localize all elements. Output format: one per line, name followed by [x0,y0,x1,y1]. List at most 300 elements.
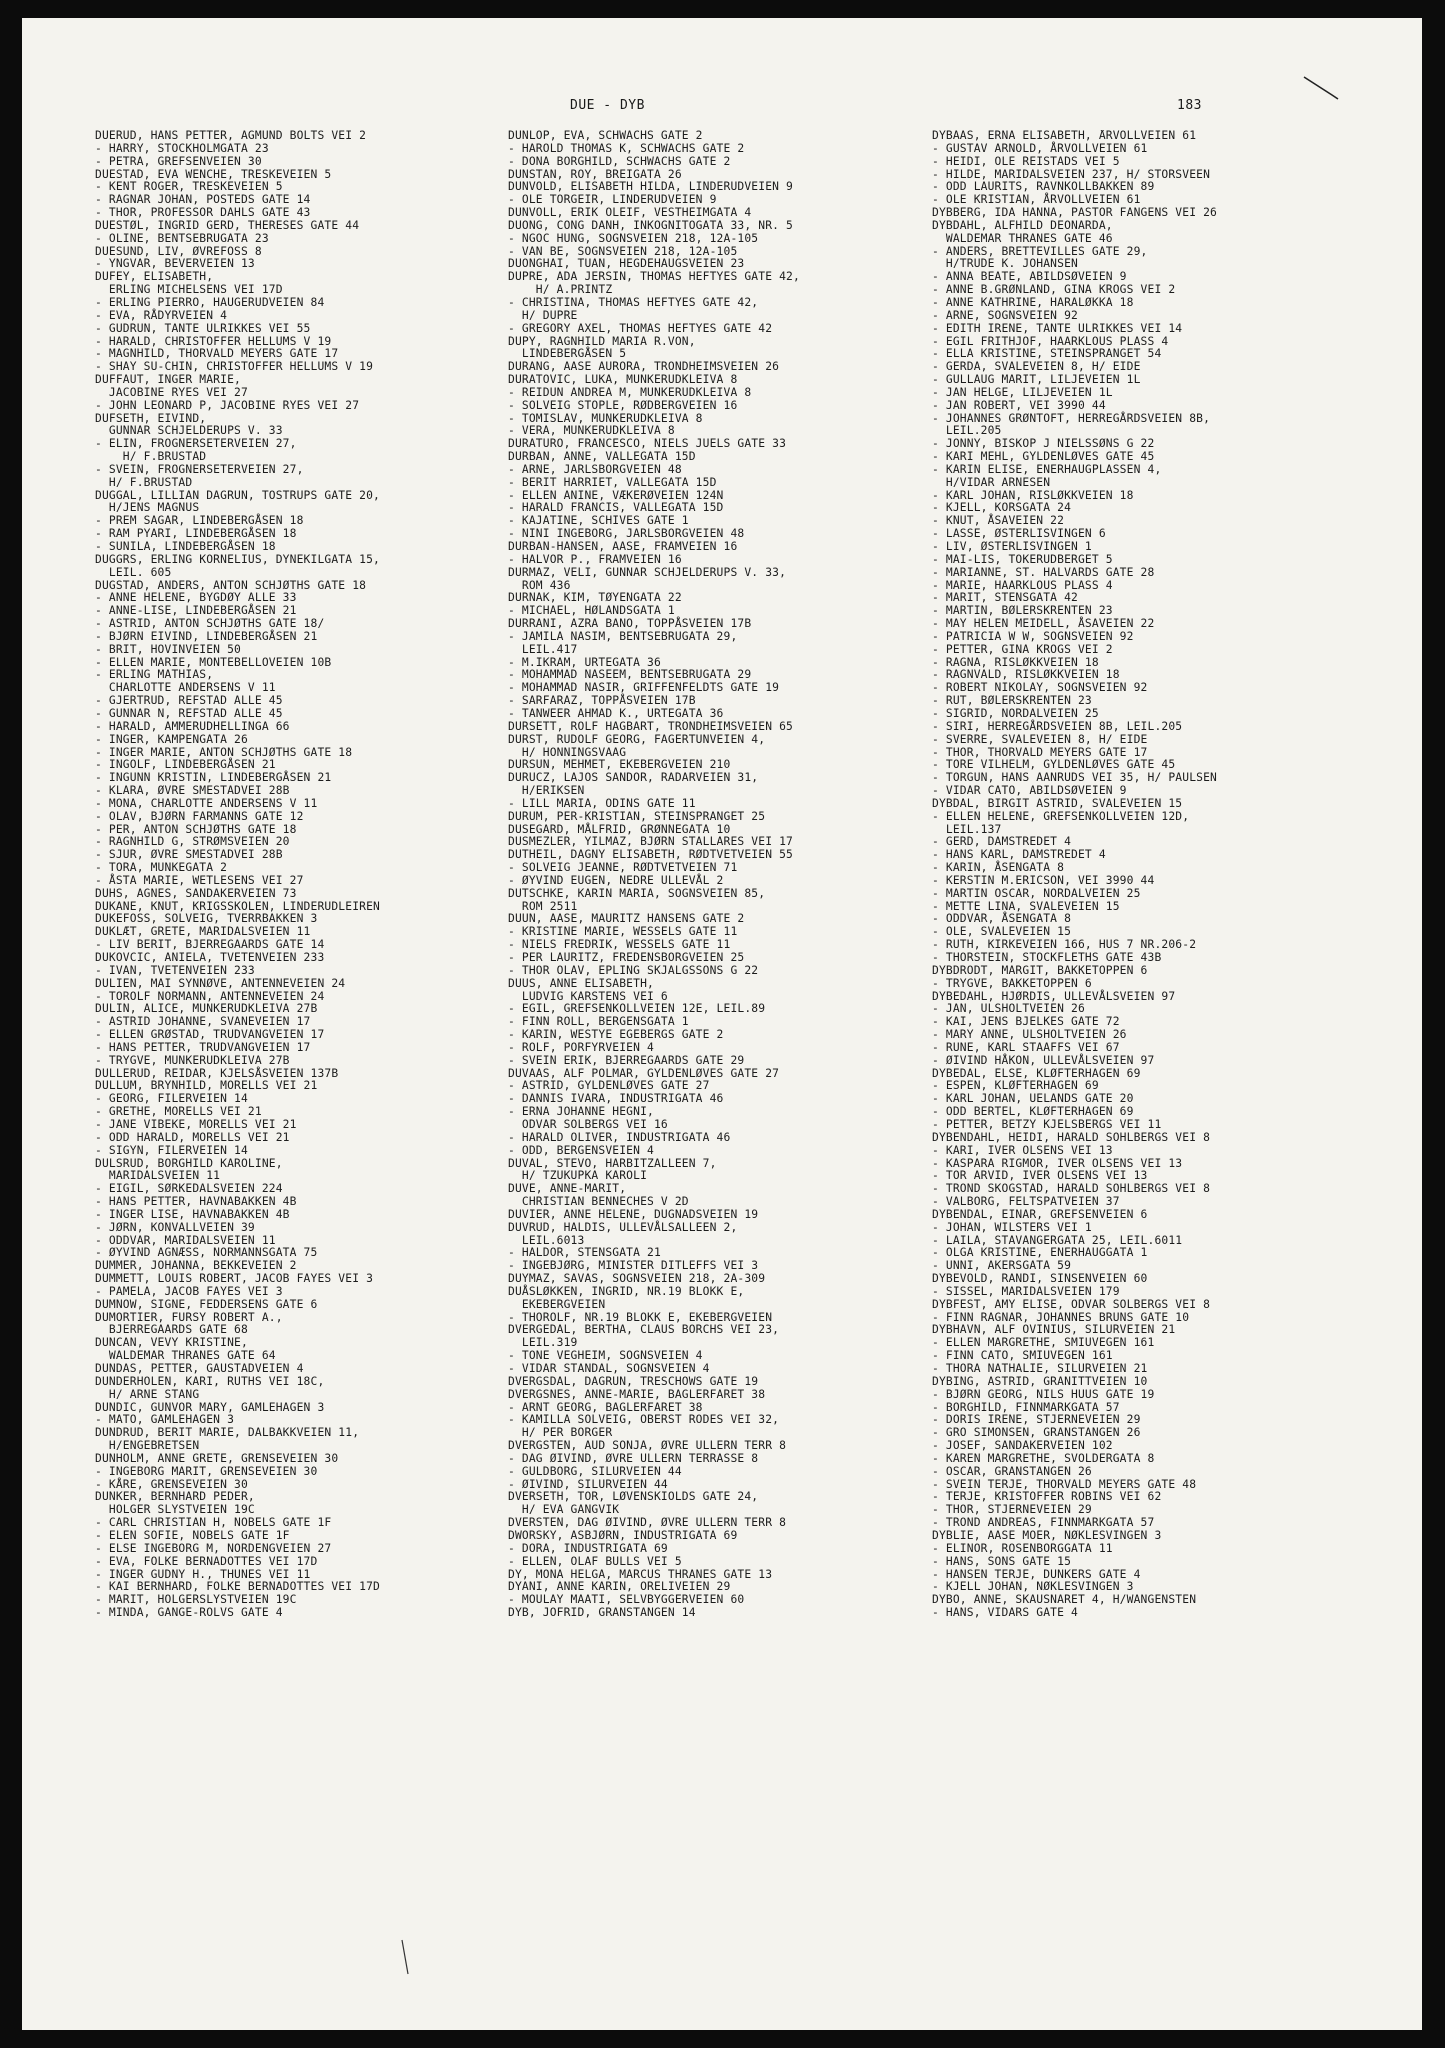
listing-entry: - HANS KARL, DAMSTREDET 4 [932,848,1106,862]
listing-entry: - ERNA JOHANNE HEGNI, [508,1105,654,1119]
listing-entry: DVERGEDAL, BERTHA, CLAUS BORCHS VEI 23, [508,1323,780,1337]
listing-entry: DYANI, ANNE KARIN, ORELIVEIEN 29 [508,1580,731,1594]
listing-entry: - MAY HELEN MEIDELL, ÅSAVEIEN 22 [932,617,1155,631]
listing-entry: - ØYVIND EUGEN, NEDRE ULLEVÅL 2 [508,873,724,887]
listing-entry: - KARIN, WESTYE EGEBERGS GATE 2 [508,1028,724,1042]
listing-entry: - THOR, THORVALD MEYERS GATE 17 [932,745,1148,759]
listing-entry: - FINN RAGNAR, JOHANNES BRUNS GATE 10 [932,1310,1190,1324]
listing-entry: - KASPARA RIGMOR, IVER OLSENS VEI 13 [932,1156,1183,1170]
listing-entry: DY, MONA HELGA, MARCUS THRANES GATE 13 [508,1567,773,1581]
listing-entry: - OLE KRISTIAN, ÅRVOLLVEIEN 61 [932,193,1141,207]
listing-entry: - ROLF, PORFYRVEIEN 4 [508,1040,654,1054]
listing-entry: - KAI BERNHARD, FOLKE BERNADOTTES VEI 17D [95,1580,381,1594]
listing-entry: - VIDAR STANDAL, SOGNSVEIEN 4 [508,1362,710,1375]
listing-entry: - ELSE INGEBORG M, NORDENGVEIEN 27 [95,1541,332,1555]
listing-entry: LEIL.417 [508,642,578,656]
listing-entry: DYBO, ANNE, SKAUSNARET 4, H/WANGENSTEN [932,1593,1197,1607]
listing-entry: - OLINE, BENTSEBRUGATA 23 [95,231,269,245]
listing-entry: - KAMILLA SOLVEIG, OBERST RODES VEI 32, [508,1413,780,1427]
listing-entry: - ANNE-LISE, LINDEBERGÅSEN 21 [95,604,297,618]
listing-entry: DUNKER, BERNHARD PEDER, [95,1490,255,1504]
listing-entry: - TORA, MUNKEGATA 2 [95,861,228,875]
listing-entry: H/ F.BRUSTAD [95,475,193,489]
listing-entry: DUMMER, JOHANNA, BEKKEVEIEN 2 [95,1259,297,1273]
listing-entry: - OSCAR, GRANSTANGEN 26 [932,1464,1092,1478]
listing-entry: H/ DUPRE [508,308,578,322]
listing-entry: - HARALD OLIVER, INDUSTRIGATA 46 [508,1130,731,1144]
listing-entry: DURNAK, KIM, TØYENGATA 22 [508,591,682,605]
listing-entry: - GREGORY AXEL, THOMAS HEFTYES GATE 42 [508,321,773,335]
listing-entry: - ÅSTA MARIE, WETLESENS VEI 27 [95,873,304,887]
listing-entry: DUFEY, ELISABETH, [95,270,214,284]
listing-entry: - LIV BERIT, BJERREGAARDS GATE 14 [95,938,325,952]
listing-entry: ERLING MICHELSENS VEI 17D [95,283,283,297]
listing-entry: - MARIE, HAARKLOUS PLASS 4 [932,578,1113,592]
listing-entry: - RAGNAR JOHAN, POSTEDS GATE 14 [95,193,311,207]
listing-entry: - LIV, ØSTERLISVINGEN 1 [932,540,1092,553]
listing-entry: - KJELL JOHAN, NØKLESVINGEN 3 [932,1580,1134,1594]
listing-entry: DUTHEIL, DAGNY ELISABETH, RØDTVETVEIEN 55 [508,848,794,862]
listing-column-3 [932,130,1412,1620]
listing-entry: DULIEN, MAI SYNNØVE, ANTENNEVEIEN 24 [95,976,346,990]
listing-entry: - HANSEN TERJE, DUNKERS GATE 4 [932,1567,1141,1581]
listing-entry: - MATO, GAMLEHAGEN 3 [95,1413,235,1427]
listing-entry: - GERD, DAMSTREDET 4 [932,835,1072,849]
listing-entry: DUESTAD, EVA WENCHE, TRESKEVEIEN 5 [95,167,332,181]
listing-entry: - PER LAURITZ, FREDENSBORGVEIEN 25 [508,951,745,964]
listing-entry: DUNVOLD, ELISABETH HILDA, LINDERUDVEIEN 9 [508,180,794,194]
listing-entry: - ELLEN MARGRETHE, SMIUVEGEN 161 [932,1336,1155,1350]
listing-entry: - DANNIS IVARA, INDUSTRIGATA 46 [508,1092,724,1106]
listing-entry: DUVAAS, ALF POLMAR, GYLDENLØVES GATE 27 [508,1066,780,1080]
listing-entry: - GUDRUN, TANTE ULRIKKES VEI 55 [95,321,311,335]
listing-entry: - ELLEN, OLAF BULLS VEI 5 [508,1554,682,1568]
listing-entry: - HAROLD THOMAS K, SCHWACHS GATE 2 [508,141,745,155]
listing-entry: - TORE VILHELM, GYLDENLØVES GATE 45 [932,758,1176,772]
listing-entry: - ESPEN, KLØFTERHAGEN 69 [932,1079,1099,1093]
listing-entry: - MICHAEL, HØLANDSGATA 1 [508,604,675,618]
listing-entry: - RAM PYARI, LINDEBERGÅSEN 18 [95,527,297,541]
listing-entry: - EDITH IRENE, TANTE ULRIKKES VEI 14 [932,321,1183,335]
listing-entry: - TONE VEGHEIM, SOGNSVEIEN 4 [508,1349,703,1363]
listing-entry: DURST, RUDOLF GEORG, FAGERTUNVEIEN 4, [508,732,766,746]
listing-entry: DURUCZ, LAJOS SANDOR, RADARVEIEN 31, [508,771,759,785]
listing-entry: - RAGNHILD G, STRØMSVEIEN 20 [95,835,290,849]
listing-entry: - METTE LINA, SVALEVEIEN 15 [932,899,1120,913]
listing-entry: - TRYGVE, BAKKETOPPEN 6 [932,976,1092,990]
listing-entry: H/ TZUKUPKA KAROLI [508,1169,648,1183]
listing-entry: - BRIT, HOVINVEIEN 50 [95,642,241,656]
listing-entry: DYBDRODT, MARGIT, BAKKETOPPEN 6 [932,963,1148,977]
listing-entry: - MARY ANNE, ULSHOLTVEIEN 26 [932,1028,1127,1042]
listing-entry: DUVIER, ANNE HELENE, DUGNADSVEIEN 19 [508,1207,759,1221]
listing-entry: - INGEBJØRG, MINISTER DITLEFFS VEI 3 [508,1259,759,1273]
listing-entry: DULLERUD, REIDAR, KJELSÅSVEIEN 137B [95,1066,339,1080]
listing-entry: - SARFARAZ, TOPPÅSVEIEN 17B [508,694,696,708]
listing-entry: - TRYGVE, MUNKERUDKLEIVA 27B [95,1053,290,1067]
listing-entry: DYBENDAL, EINAR, GREFSENVEIEN 6 [932,1207,1148,1221]
page-header [22,98,1422,118]
listing-entry: - REIDUN ANDREA M, MUNKERUDKLEIVA 8 [508,385,752,399]
listing-entry: H/ HONNINGSVAAG [508,745,627,759]
listing-entry: - MAI-LIS, TOKERUDBERGET 5 [932,552,1113,566]
listing-entry: DURSUN, MEHMET, EKEBERGVEIEN 210 [508,758,731,772]
listing-entry: - SJUR, ØVRE SMESTADVEI 28B [95,848,283,862]
listing-entry: - NIELS FREDRIK, WESSELS GATE 11 [508,938,731,952]
listing-entry: - ARNE, SOGNSVEIEN 92 [932,308,1078,322]
listing-entry: - JOHN LEONARD P, JACOBINE RYES VEI 27 [95,398,360,412]
listing-entry: DUMNOW, SIGNE, FEDDERSENS GATE 6 [95,1297,318,1311]
listing-entry: DULSRUD, BORGHILD KAROLINE, [95,1156,283,1170]
listing-entry: DUSEGARD, MÅLFRID, GRØNNEGATA 10 [508,822,731,836]
listing-entry: DUPY, RAGNHILD MARIA R.VON, [508,334,696,348]
listing-entry: DUNLOP, EVA, SCHWACHS GATE 2 [508,130,703,142]
listing-entry: - TOMISLAV, MUNKERUDKLEIVA 8 [508,411,703,425]
listing-entry: - ANNA BEATE, ABILDSØVEIEN 9 [932,270,1127,284]
listing-entry: - ØYVIND AGNÆSS, NORMANNSGATA 75 [95,1246,318,1260]
listing-entry: - VAN BE, SOGNSVEIEN 218, 12A-105 [508,244,738,258]
listing-entry: DYB, JOFRID, GRANSTANGEN 14 [508,1606,696,1620]
listing-entry: DURBAN-HANSEN, AASE, FRAMVEIEN 16 [508,540,738,553]
listing-entry: - TOROLF NORMANN, ANTENNEVEIEN 24 [95,989,325,1003]
listing-entry: - ODDVAR, ÅSENGATA 8 [932,912,1072,926]
listing-entry: - MOHAMMAD NASIR, GRIFFENFELDTS GATE 19 [508,681,780,695]
listing-entry: - HARALD FRANCIS, VALLEGATA 15D [508,501,724,515]
listing-entry: HOLGER SLYSTVEIEN 19C [95,1503,255,1517]
listing-entry: - EVA, FOLKE BERNADOTTES VEI 17D [95,1554,318,1568]
listing-entry: DUYMAZ, SAVAS, SOGNSVEIEN 218, 2A-309 [508,1272,766,1286]
listing-entry: DVERSTEN, DAG ØIVIND, ØVRE ULLERN TERR 8 [508,1516,787,1530]
listing-entry: DYBHAVN, ALF OVINIUS, SILURVEIEN 21 [932,1323,1176,1337]
listing-entry: DUVAL, STEVO, HARBITZALLEEN 7, [508,1156,717,1170]
listing-entry: - NGOC HUNG, SOGNSVEIEN 218, 12A-105 [508,231,759,245]
listing-entry: - KARIN ELISE, ENERHAUGPLASSEN 4, [932,462,1162,476]
listing-entry: - PAMELA, JACOB FAYES VEI 3 [95,1284,283,1298]
listing-entry: DUHS, AGNES, SANDAKERVEIEN 73 [95,886,297,900]
listing-entry: DUGGAL, LILLIAN DAGRUN, TOSTRUPS GATE 20, [95,488,381,502]
listing-entry: EKEBERGVEIEN [508,1297,606,1311]
listing-entry: - THORA NATHALIE, SILURVEIEN 21 [932,1362,1148,1375]
listing-entry: - JAN HELGE, LILJEVEIEN 1L [932,385,1113,399]
listing-entry: - MARTIN, BØLERSKRENTEN 23 [932,604,1113,618]
listing-entry: DUÅSLØKKEN, INGRID, NR.19 BLOKK E, [508,1284,745,1298]
listing-entry: - KAJATINE, SCHIVES GATE 1 [508,514,689,528]
listing-entry: - ØIVIND, SILURVEIEN 44 [508,1477,668,1491]
listing-entry: - DORA, INDUSTRIGATA 69 [508,1541,668,1555]
listing-entry: - JOHANNES GRØNTOFT, HERREGÅRDSVEIEN 8B, [932,411,1211,425]
listing-entry: DUESUND, LIV, ØVREFOSS 8 [95,244,262,258]
listing-entry: WALDEMAR THRANES GATE 46 [932,231,1113,245]
listing-entry: - ANDERS, BRETTEVILLES GATE 29, [932,244,1148,258]
listing-entry: - PETRA, GREFSENVEIEN 30 [95,154,262,168]
listing-entry: H/ERIKSEN [508,784,585,798]
listing-entry: - JOSEF, SANDAKERVEIEN 102 [932,1439,1113,1453]
listing-entry: DUERUD, HANS PETTER, AGMUND BOLTS VEI 2 [95,130,367,142]
listing-entry: DUNDERHOLEN, KARI, RUTHS VEI 18C, [95,1374,325,1388]
listing-entry: DUNDAS, PETTER, GAUSTADVEIEN 4 [95,1362,304,1375]
listing-entry: - KRISTINE MARIE, WESSELS GATE 11 [508,925,738,939]
listing-entry: H/ENGEBRETSEN [95,1439,200,1453]
listing-entry: - JONNY, BISKOP J NIELSSØNS G 22 [932,437,1155,451]
listing-entry: - ANNE B.GRØNLAND, GINA KROGS VEI 2 [932,283,1176,297]
listing-entry: LEIL.319 [508,1336,578,1350]
listing-entry: - ELLEN ANINE, VÆKERØVEIEN 124N [508,488,724,502]
listing-entry: DYBEVOLD, RANDI, SINSENVEIEN 60 [932,1272,1148,1286]
listing-entry: DUKEFOSS, SOLVEIG, TVERRBAKKEN 3 [95,912,318,926]
listing-entry: - SUNILA, LINDEBERGÅSEN 18 [95,540,276,553]
listing-entry: - MARTIN OSCAR, NORDALVEIEN 25 [932,886,1141,900]
listing-entry: DUMORTIER, FURSY ROBERT A., [95,1310,283,1324]
listing-entry: H/JENS MAGNUS [95,501,200,515]
listing-entry: - LAILA, STAVANGERGATA 25, LEIL.6011 [932,1233,1183,1247]
listing-entry: - INGUNN KRISTIN, LINDEBERGÅSEN 21 [95,771,332,785]
listing-entry: - INGER, KAMPENGATA 26 [95,732,248,746]
listing-entry: - OLE, SVALEVEIEN 15 [932,925,1072,939]
listing-entry: DUTSCHKE, KARIN MARIA, SOGNSVEIEN 85, [508,886,766,900]
listing-entry: - ELIN, FROGNERSETERVEIEN 27, [95,437,297,451]
listing-entry: - ANNE HELENE, BYGDØY ALLE 33 [95,591,297,605]
listing-entry: DULLUM, BRYNHILD, MORELLS VEI 21 [95,1079,318,1093]
listing-entry: - SIGRID, NORDALVEIEN 25 [932,706,1099,720]
listing-entry: - MOHAMMAD NASEEM, BENTSEBRUGATA 29 [508,668,752,682]
listing-entry: - HANS PETTER, TRUDVANGVEIEN 17 [95,1040,311,1054]
listing-entry: - GRO SIMONSEN, GRANSTANGEN 26 [932,1426,1141,1440]
listing-entry: WALDEMAR THRANES GATE 64 [95,1349,276,1363]
listing-entry: - HANS, VIDARS GATE 4 [932,1606,1078,1620]
listing-entry: DYBDAL, BIRGIT ASTRID, SVALEVEIEN 15 [932,796,1183,810]
listing-entry: - KLARA, ØVRE SMESTADVEI 28B [95,784,290,798]
listing-entry: - BORGHILD, FINNMARKGATA 57 [932,1400,1120,1414]
listing-entry: - INGER MARIE, ANTON SCHJØTHS GATE 18 [95,745,353,759]
listing-entry: DULIN, ALICE, MUNKERUDKLEIVA 27B [95,1002,318,1016]
listing-entry: H/TRUDE K. JOHANSEN [932,257,1078,271]
listing-entry: DWORSKY, ASBJØRN, INDUSTRIGATA 69 [508,1528,738,1542]
listing-entry: - GJERTRUD, REFSTAD ALLE 45 [95,694,283,708]
listing-entry: DYBDAHL, ALFHILD DEONARDA, [932,218,1113,232]
listing-entry: - KARL JOHAN, RISLØKKVEIEN 18 [932,488,1134,502]
listing-entry: DVERGSNES, ANNE-MARIE, BAGLERFARET 38 [508,1387,766,1401]
listing-entry: DUNDIC, GUNVOR MARY, GAMLEHAGEN 3 [95,1400,325,1414]
listing-entry: - CARL CHRISTIAN H, NOBELS GATE 1F [95,1516,332,1530]
listing-entry: - JAN ROBERT, VEI 3990 44 [932,398,1106,412]
listing-entry: - FINN ROLL, BERGENSGATA 1 [508,1015,689,1029]
listing-entry: - GUNNAR N, REFSTAD ALLE 45 [95,706,283,720]
listing-entry: - RUNE, KARL STAAFFS VEI 67 [932,1040,1120,1054]
listing-entry: - THOROLF, NR.19 BLOKK E, EKEBERGVEIEN [508,1310,773,1324]
listing-entry: - IVAN, TVETENVEIEN 233 [95,963,255,977]
listing-entry: DURMAZ, VELI, GUNNAR SCHJELDERUPS V. 33, [508,565,787,579]
listing-entry: - YNGVAR, BEVERVEIEN 13 [95,257,255,271]
listing-entry: DUPRE, ADA JERSIN, THOMAS HEFTYES GATE 42, [508,270,800,284]
listing-entry: - SIRI, HERREGÅRDSVEIEN 8B, LEIL.205 [932,719,1183,733]
listing-entry: - MONA, CHARLOTTE ANDERSENS V 11 [95,796,318,810]
listing-entry: H/ PER BORGER [508,1426,613,1440]
listing-entry: - TROND SKOGSTAD, HARALD SOHLBERGS VEI 8 [932,1182,1211,1196]
listing-entry: - RUT, BØLERSKRENTEN 23 [932,694,1092,708]
listing-entry: - RAGNVALD, RISLØKKVEIEN 18 [932,668,1120,682]
listing-entry: - HILDE, MARIDALSVEIEN 237, H/ STORSVEEN [932,167,1211,181]
listing-entry: H/ F.BRUSTAD [95,450,207,464]
listing-entry: - HALDOR, STENSGATA 21 [508,1246,661,1260]
listing-entry: - RUTH, KIRKEVEIEN 166, HUS 7 NR.206-2 [932,938,1197,952]
listing-entry: - ELLEN GRØSTAD, TRUDVANGVEIEN 17 [95,1028,325,1042]
listing-entry: - VERA, MUNKERUDKLEIVA 8 [508,424,675,438]
listing-column-1 [95,130,495,1620]
listing-entry: DUONG, CONG DANH, INKOGNITOGATA 33, NR. 5 [508,218,794,232]
listing-entry: - INGER LISE, HAVNABAKKEN 4B [95,1207,290,1221]
listing-entry: DVERGSDAL, DAGRUN, TRESCHOWS GATE 19 [508,1374,759,1388]
listing-entry: - RAGNA, RISLØKKVEIEN 18 [932,655,1099,669]
listing-column-2 [508,130,918,1620]
listing-entry: - PATRICIA W W, SOGNSVEIEN 92 [932,629,1134,643]
listing-entry: LEIL.205 [932,424,1002,438]
listing-entry: - DAG ØIVIND, ØVRE ULLERN TERRASSE 8 [508,1451,759,1465]
listing-entry: - HANS, SONS GATE 15 [932,1554,1072,1568]
listing-entry: - LILL MARIA, ODINS GATE 11 [508,796,696,810]
listing-entry: DYBBERG, IDA HANNA, PASTOR FANGENS VEI 26 [932,206,1218,220]
listing-entry: DYBEDAL, ELSE, KLØFTERHAGEN 69 [932,1066,1141,1080]
page-number: 183 [1177,98,1202,113]
listing-entry: - JAMILA NASIM, BENTSEBRUGATA 29, [508,629,738,643]
listing-entry: - ARNT GEORG, BAGLERFARET 38 [508,1400,703,1414]
listing-entry: - JAN, ULSHOLTVEIEN 26 [932,1002,1085,1016]
listing-entry: DUONGHAI, TUAN, HEGDEHAUGSVEIEN 23 [508,257,745,271]
listing-entry: - ODD HARALD, MORELLS VEI 21 [95,1130,290,1144]
listing-entry: - M.IKRAM, URTEGATA 36 [508,655,661,669]
listing-entry: - MARIT, HOLGERSLYSTVEIEN 19C [95,1593,297,1607]
listing-entry: - PER, ANTON SCHJØTHS GATE 18 [95,822,297,836]
listing-entry: - GERDA, SVALEVEIEN 8, H/ EIDE [932,360,1141,374]
listing-entry: - SOLVEIG JEANNE, RØDTVETVEIEN 71 [508,861,738,875]
listing-entry: - KENT ROGER, TRESKEVEIEN 5 [95,180,283,194]
listing-entry: - KARI MEHL, GYLDENLØVES GATE 45 [932,450,1155,464]
listing-entry: DYBFEST, AMY ELISE, ODVAR SOLBERGS VEI 8 [932,1297,1211,1311]
listing-entry: - PREM SAGAR, LINDEBERGÅSEN 18 [95,514,304,528]
listing-entry: GUNNAR SCHJELDERUPS V. 33 [95,424,283,438]
listing-entry: - BJØRN EIVIND, LINDEBERGÅSEN 21 [95,629,318,643]
listing-entry: - SVEIN, FROGNERSETERVEIEN 27, [95,462,304,476]
listing-entry: - SHAY SU-CHIN, CHRISTOFFER HELLUMS V 19 [95,360,374,374]
listing-entry: - VIDAR CATO, ABILDSØVEIEN 9 [932,784,1127,798]
listing-entry: DUKLÆT, GRETE, MARIDALSVEIEN 11 [95,925,311,939]
listing-entry: - TORGUN, HANS AANRUDS VEI 35, H/ PAULSEN [932,771,1218,785]
listing-entry: DURRANI, AZRA BANO, TOPPÅSVEIEN 17B [508,617,752,631]
listing-entry: - ANNE KATHRINE, HARALØKKA 18 [932,295,1134,309]
listing-entry: - MARIT, STENSGATA 42 [932,591,1078,605]
directory-page [22,18,1422,2030]
listing-entry: - HARRY, STOCKHOLMGATA 23 [95,141,269,155]
listing-entry: - VALBORG, FELTSPATVEIEN 37 [932,1195,1120,1209]
listing-entry: DYBLIE, AASE MOER, NØKLESVINGEN 3 [932,1528,1162,1542]
bottom-pen-mark [398,1938,418,1978]
listing-entry: - MARIANNE, ST. HALVARDS GATE 28 [932,565,1155,579]
listing-entry: DURBAN, ANNE, VALLEGATA 15D [508,450,696,464]
listing-entry: - SIGYN, FILERVEIEN 14 [95,1143,248,1157]
listing-entry: DUVRUD, HALDIS, ULLEVÅLSALLEEN 2, [508,1220,738,1234]
listing-entry: - ELLEN HELENE, GREFSENKOLLVEIEN 12D, [932,809,1190,823]
listing-entry: - KERSTIN M.ERICSON, VEI 3990 44 [932,873,1155,887]
listing-entry: - PETTER, BETZY KJELSBERGS VEI 11 [932,1117,1162,1131]
listing-entry: JACOBINE RYES VEI 27 [95,385,248,399]
listing-entry: ROM 2511 [508,899,578,913]
listing-entry: ROM 436 [508,578,571,592]
listing-entry: - EVA, RÅDYRVEIEN 4 [95,308,228,322]
listing-entry: H/ A.PRINTZ [508,283,613,297]
listing-entry: - ASTRID, ANTON SCHJØTHS GATE 18/ [95,617,325,631]
listing-entry: - KARL JOHAN, UELANDS GATE 20 [932,1092,1134,1106]
listing-entry: - KNUT, ÅSAVEIEN 22 [932,514,1065,528]
listing-entry: - ØIVIND HÅKON, ULLEVÅLSVEIEN 97 [932,1053,1155,1067]
listing-entry: DURANG, AASE AURORA, TRONDHEIMSVEIEN 26 [508,360,780,374]
listing-entry: - OLAV, BJØRN FARMANNS GATE 12 [95,809,304,823]
listing-entry: DUUN, AASE, MAURITZ HANSENS GATE 2 [508,912,745,926]
listing-entry: DURATURO, FRANCESCO, NIELS JUELS GATE 33 [508,437,787,451]
listing-entry: DUKOVCIC, ANIELA, TVETENVEIEN 233 [95,951,325,964]
listing-entry: DVERSETH, TOR, LØVENSKIOLDS GATE 24, [508,1490,759,1504]
listing-entry: - ODD LAURITS, RAVNKOLLBAKKEN 89 [932,180,1155,194]
listing-entry: - KJELL, KORSGATA 24 [932,501,1072,515]
listing-entry: - TROND ANDREAS, FINNMARKGATA 57 [932,1516,1155,1530]
listing-entry: - ASTRID JOHANNE, SVANEVEIEN 17 [95,1015,311,1029]
listing-entry: - HEIDI, OLE REISTADS VEI 5 [932,154,1120,168]
listing-entry: - KÅRE, GRENSEVEIEN 30 [95,1477,248,1491]
listing-entry: - GULDBORG, SILURVEIEN 44 [508,1464,682,1478]
listing-entry: - THORSTEIN, STOCKFLETHS GATE 43B [932,951,1162,964]
listing-entry: - BJØRN GEORG, NILS HUUS GATE 19 [932,1387,1155,1401]
listing-entry: - EGIL FRITHJOF, HAARKLOUS PLASS 4 [932,334,1169,348]
listing-entry: DURSETT, ROLF HAGBART, TRONDHEIMSVEIEN 65 [508,719,794,733]
listing-entry: - ASTRID, GYLDENLØVES GATE 27 [508,1079,710,1093]
listing-entry: - THOR, STJERNEVEIEN 29 [932,1503,1092,1517]
listing-entry: - HARALD, CHRISTOFFER HELLUMS V 19 [95,334,332,348]
header-guide-words: DUE - DYB [570,98,645,113]
listing-entry: - DORIS IRENE, STJERNEVEIEN 29 [932,1413,1141,1427]
listing-entry: DUUS, ANNE ELISABETH, [508,976,654,990]
listing-entry: H/ ARNE STANG [95,1387,200,1401]
listing-entry: - SOLVEIG STOPLE, RØDBERGVEIEN 16 [508,398,738,412]
listing-entry: - GUSTAV ARNOLD, ÅRVOLLVEIEN 61 [932,141,1148,155]
listing-entry: DYBAAS, ERNA ELISABETH, ÅRVOLLVEIEN 61 [932,130,1197,142]
listing-entry: - EGIL, GREFSENKOLLVEIEN 12E, LEIL.89 [508,1002,766,1016]
listing-entry: - JANE VIBEKE, MORELLS VEI 21 [95,1117,297,1131]
listing-entry: - ODDVAR, MARIDALSVEIEN 11 [95,1233,276,1247]
listing-entry: DURATOVIC, LUKA, MUNKERUDKLEIVA 8 [508,373,738,387]
listing-entry: - EIGIL, SØRKEDALSVEIEN 224 [95,1182,283,1196]
listing-entry: - HARALD, AMMERUDHELLINGA 66 [95,719,290,733]
listing-entry: - KARIN, ÅSENGATA 8 [932,861,1065,875]
listing-entry: DVERGSTEN, AUD SONJA, ØVRE ULLERN TERR 8 [508,1439,787,1453]
listing-entry: - ERLING MATHIAS, [95,668,214,682]
listing-entry: H/VIDAR ARNESEN [932,475,1051,489]
listing-entry: - HALVOR P., FRAMVEIEN 16 [508,552,682,566]
listing-entry: - UNNI, AKERSGATA 59 [932,1259,1072,1273]
listing-entry: - OLE TORGEIR, LINDERUDVEIEN 9 [508,193,717,207]
listing-entry: DUSMEZLER, YILMAZ, BJØRN STALLARES VEI 17 [508,835,794,849]
listing-entry: - GEORG, FILERVEIEN 14 [95,1092,248,1106]
listing-entry: DUKANE, KNUT, KRIGSSKOLEN, LINDERUDLEIREN [95,899,381,913]
listing-entry: - FINN CATO, SMIUVEGEN 161 [932,1349,1113,1363]
listing-entry: DUFFAUT, INGER MARIE, [95,373,241,387]
listing-entry: - TOR ARVID, IVER OLSENS VEI 13 [932,1169,1148,1183]
listing-entry: DYBEDAHL, HJØRDIS, ULLEVÅLSVEIEN 97 [932,989,1176,1003]
listing-entry: DURUM, PER-KRISTIAN, STEINSPRANGET 25 [508,809,766,823]
listing-entry: - TERJE, KRISTOFFER ROBINS VEI 62 [932,1490,1162,1504]
listing-entry: - TANWEER AHMAD K., URTEGATA 36 [508,706,724,720]
listing-entry: - KARI, IVER OLSENS VEI 13 [932,1143,1113,1157]
listing-entry: DYBENDAHL, HEIDI, HARALD SOHLBERGS VEI 8 [932,1130,1211,1144]
listing-entry: - BERIT HARRIET, VALLEGATA 15D [508,475,717,489]
listing-entry: - SISSEL, MARIDALSVEIEN 179 [932,1284,1120,1298]
